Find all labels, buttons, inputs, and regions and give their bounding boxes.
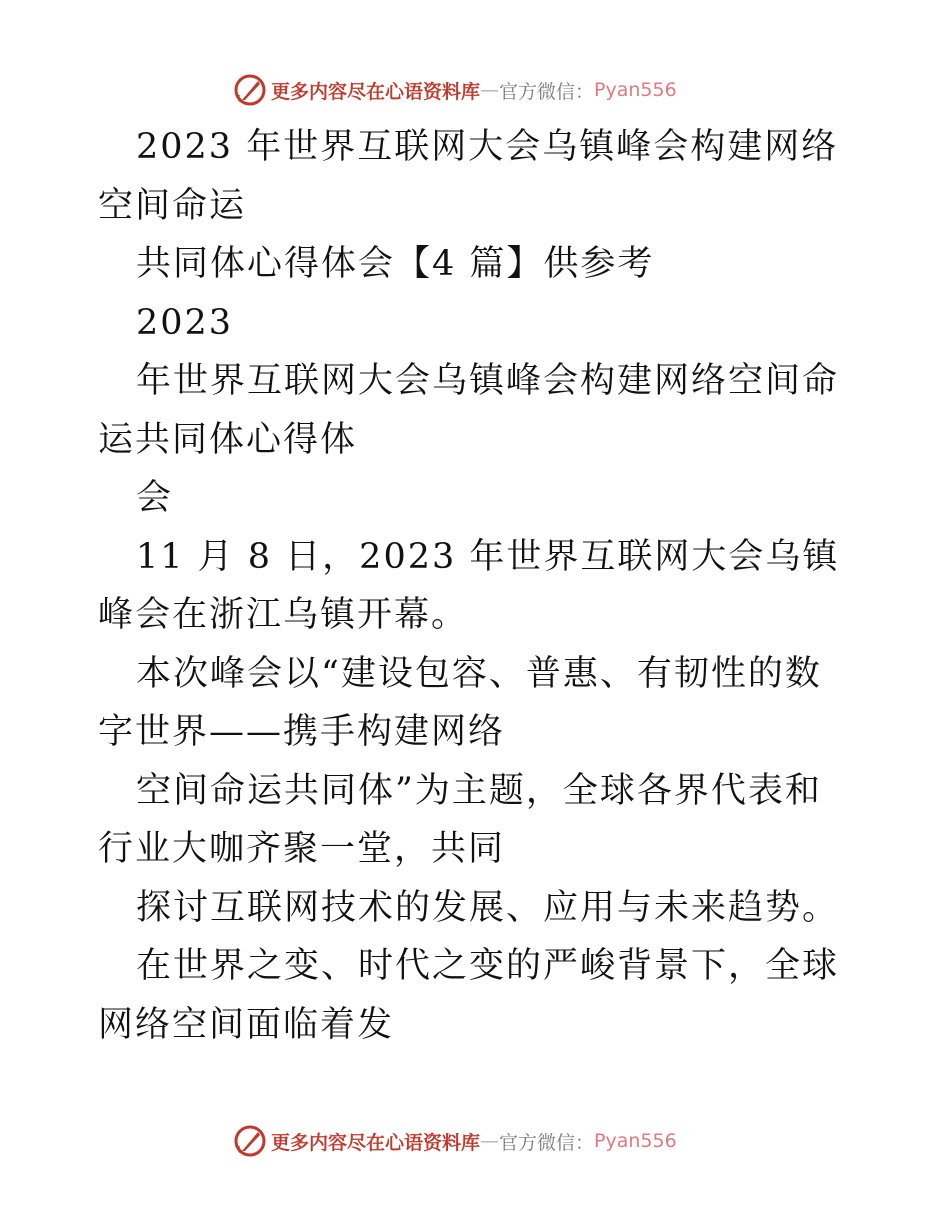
watermark-wechat-id: Pyan556 xyxy=(594,1130,677,1152)
watermark-suffix: 官方微信： xyxy=(499,1131,595,1154)
watermark-suffix: 官方微信： xyxy=(499,80,595,103)
watermark-brand: 更多内容尽在心语资料库 xyxy=(271,80,481,103)
watermark-brand: 更多内容尽在心语资料库 xyxy=(271,1131,481,1154)
document-paragraph: 探讨互联网技术的发展、应用与未来趋势。 xyxy=(136,887,840,928)
footer-watermark xyxy=(233,1123,677,1159)
header-watermark xyxy=(233,72,677,108)
quill-pen-logo-icon xyxy=(233,73,267,107)
document-paragraph: 本次峰会以“建设包容、普惠、有韧性的数字世界——携手构建网络 xyxy=(98,653,822,752)
watermark-separator: — xyxy=(480,79,500,101)
document-body xyxy=(98,118,858,1054)
document-title-line-2: 共同体心得体会【4 篇】供参考 xyxy=(136,244,655,284)
document-paragraph: 空间命运共同体”为主题，全球各界代表和行业大咖齐聚一堂，共同 xyxy=(98,770,822,869)
document-title-line-1: 2023 年世界互联网大会乌镇峰会构建网络空间命运 xyxy=(98,127,839,226)
document-paragraph: 年世界互联网大会乌镇峰会构建网络空间命运共同体心得体 xyxy=(98,361,840,460)
document-paragraph: 在世界之变、时代之变的严峻背景下，全球网络空间面临着发 xyxy=(98,946,840,1045)
quill-pen-logo-icon xyxy=(233,1124,267,1158)
watermark-wechat-id: Pyan556 xyxy=(594,79,677,101)
document-paragraph: 11 月 8 日，2023 年世界互联网大会乌镇峰会在浙江乌镇开幕。 xyxy=(98,536,840,635)
document-paragraph: 2023 xyxy=(136,302,234,343)
document-paragraph: 会 xyxy=(136,478,174,518)
watermark-separator: — xyxy=(480,1130,500,1152)
